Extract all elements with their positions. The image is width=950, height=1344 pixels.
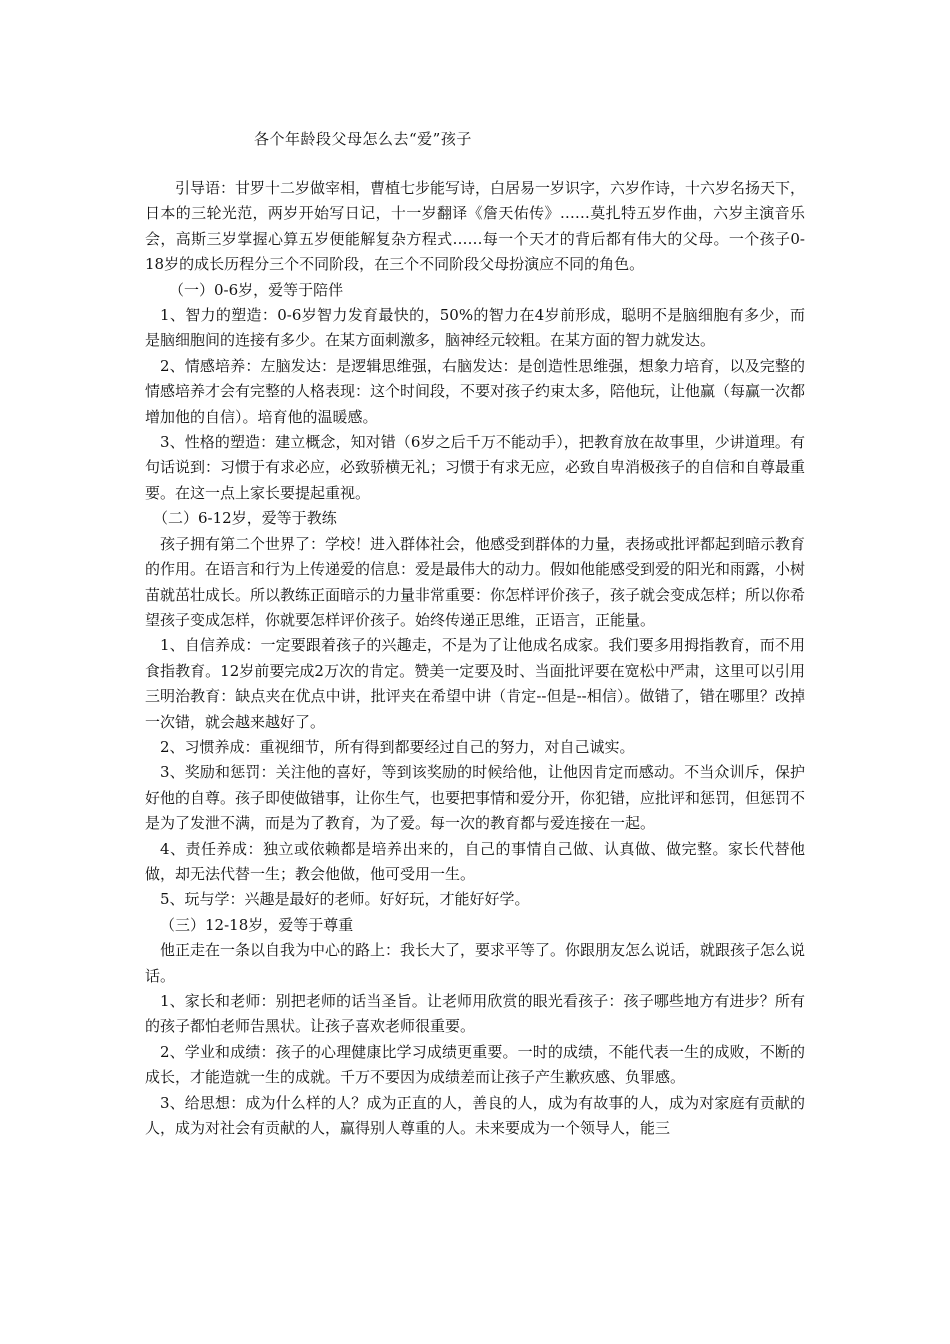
section-3-item-2: 2、学业和成绩：孩子的心理健康比学习成绩更重要。一时的成绩，不能代表一生的成败，不断的成长，才能造就一生的成就。千万不要因为成绩差而让孩子产生歉疚感、负罪感。 <box>145 1042 805 1087</box>
section-2-item-5: 5、玩与学：兴趣是最好的老师。好好玩，才能好好学。 <box>160 890 530 909</box>
section-2-item-4: 4、责任养成：独立或依赖都是培养出来的，自己的事情自己做、认真做、做完整。家长代替他做，却无法代替一生；教会他做，他可受用一生。 <box>145 839 805 883</box>
section-2-item-3: 3、奖励和惩罚：关注他的喜好，等到该奖励的时候给他，让他因肯定而感动。不当众训斥，保护好他的自尊。孩子即使做错事，让你生气，也要把事情和爱分开，你犯错，应批评和惩罚，但惩罚不是为了发泄不满，而是为了教育，为了爱。每一次的教育都与爱连接在一起。 <box>145 763 806 833</box>
section-1-item-1: 1、智力的塑造：0-6岁智力发育最快的，50%的智力在4岁前形成，聪明不是脑细胞有多少，而是脑细胞间的连接有多少。在某方面刺激多，脑神经元较粗。在某方面的智力就发达。 <box>145 306 805 350</box>
section-3-item-1: 1、家长和老师：别把老师的话当圣旨。让老师用欣赏的眼光看孩子：孩子哪些地方有进步？所有的孩子都怕老师告黑状。让孩子喜欢老师很重要。 <box>145 992 805 1036</box>
document-body <box>145 176 805 1141</box>
section-heading-1: （一）0-6岁，爱等于陪伴 <box>169 280 344 299</box>
section-1-item-3: 3、性格的塑造：建立概念，知对错（6岁之后千万不能动手），把教育放在故事里，少讲道理。有句话说到：习惯于有求必应，必致骄横无礼；习惯于有求无应，必致自卑消极孩子的自信和自尊最重要。在这一点上家长要提起重视。 <box>145 433 806 502</box>
section-2-item-1: 1、自信养成：一定要跟着孩子的兴趣走，不是为了让他成名成家。我们要多用拇指教育，而不用食指教育。12岁前要完成2万次的肯定。赞美一定要及时、当面批评要在宽松中严肃，这里可以引用三明治教育：缺点夹在优点中讲，批评夹在希望中讲（肯定--但是--相信）。做错了，错在哪里？改掉一次错，就会越来越好了。 <box>145 636 805 731</box>
intro-paragraph: 引导语：甘罗十二岁做宰相，曹植七步能写诗，白居易一岁识字，六岁作诗，十六岁名扬天下，日本的三轮光范，两岁开始写日记，十一岁翻译《詹天佑传》……莫扎特五岁作曲，六岁主演音乐会，高斯三岁掌握心算五岁便能解复杂方程式……每一个天才的背后都有伟大的父母。一个孩子0-18岁的成长历程分三个不同阶段，在三个不同阶段父母扮演应不同的角色。 <box>145 179 806 274</box>
section-3-item-3: 3、给思想：成为什么样的人？成为正直的人，善良的人，成为有故事的人，成为对家庭有贡献的人，成为对社会有贡献的人，赢得别人尊重的人。未来要成为一个领导人，能三 <box>145 1093 805 1138</box>
section-3-intro: 他正走在一条以自我为中心的路上：我长大了，要求平等了。你跟朋友怎么说话，就跟孩子怎么说话。 <box>145 941 806 985</box>
section-heading-2: （二）6-12岁，爱等于教练 <box>153 509 337 528</box>
section-2-item-2: 2、习惯养成：重视细节，所有得到都要经过自己的努力，对自己诚实。 <box>160 737 635 756</box>
document-title: 各个年龄段父母怎么去“爱”孩子 <box>254 130 472 148</box>
section-2-intro: 孩子拥有第二个世界了：学校！进入群体社会，他感受到群体的力量，表扬或批评都起到暗示教育的作用。在语言和行为上传递爱的信息：爱是最伟大的动力。假如他能感受到爱的阳光和雨露，小树苗就茁壮成长。所以教练正面暗示的力量非常重要：你怎样评价孩子，孩子就会变成怎样；所以你希望孩子变成怎样，你就要怎样评价孩子。始终传递正思维，正语言，正能量。 <box>145 534 806 629</box>
section-1-item-2: 2、情感培养：左脑发达：是逻辑思维强，右脑发达：是创造性思维强，想象力培育，以及完整的情感培养才会有完整的人格表现：这个时间段，不要对孩子约束太多，陪他玩，让他赢（每赢一次都增加他的自信）。培育他的温暖感。 <box>145 356 806 426</box>
section-heading-3: （三）12-18岁，爱等于尊重 <box>160 915 354 934</box>
